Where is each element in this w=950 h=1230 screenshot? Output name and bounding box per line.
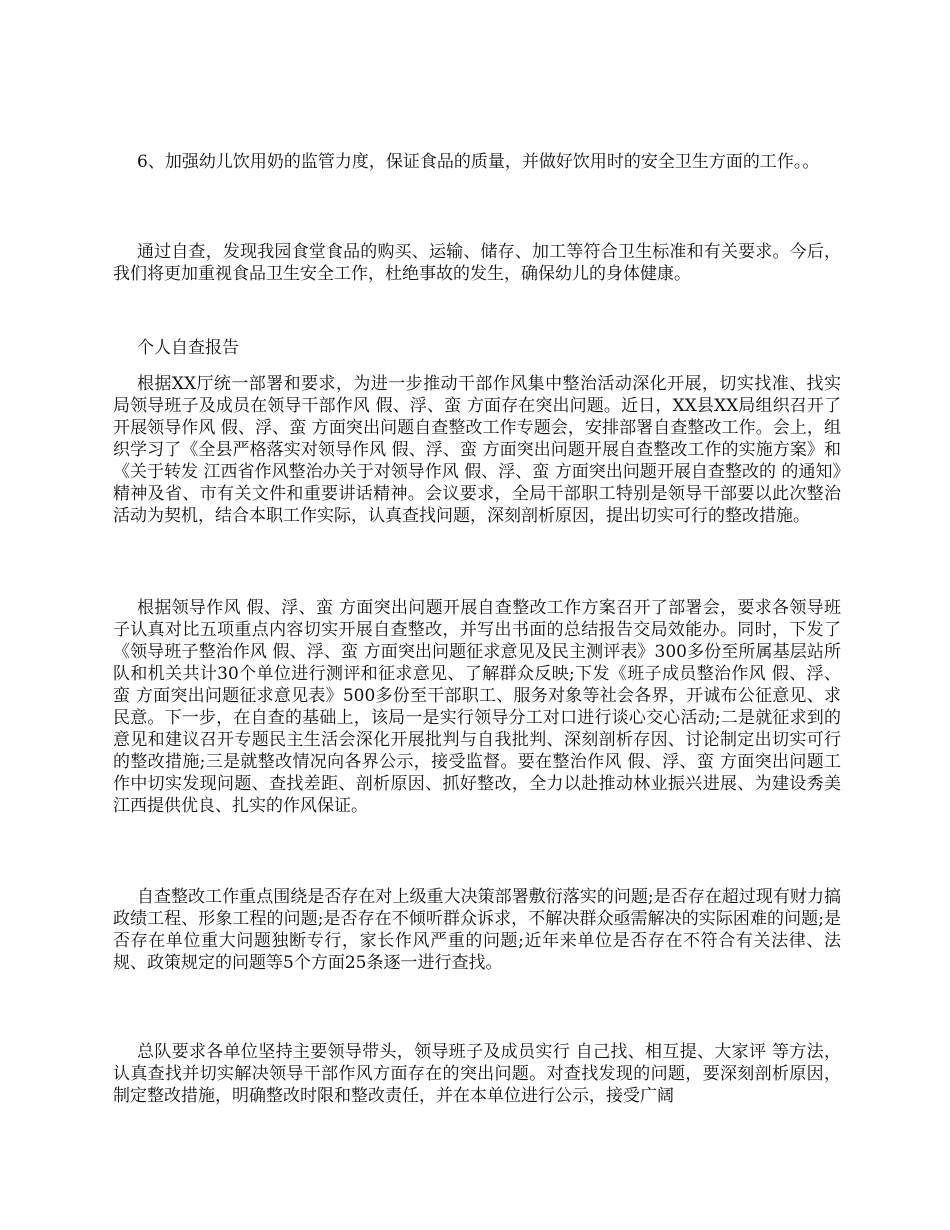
paragraph-meeting-arrangement: 根据领导作风 假、浮、蛮 方面突出问题开展自查整改工作方案召开了部署会，要求各领导班子认真对比五项重点内容切实开展自查整改，并写出书面的总结报告交局效能办。同时，下发了《领导班子整治作风 假、浮、蛮 方面突出问题征求意见及民主测评表》300多份至所属基层站所队和机关共计30个单位进行测评和征求意见、了解群众反映;下发《班子成员整治作风 假、浮、蛮 方面突出问题征求意见表》500多份至干部职工、服务对象等社会各界，开诚布公征意见、求民意。下一步，在自查的基础上，该局一是实行领导分工对口进行谈心交心活动;二是就征求到的意见和建议召开专题民主生活会深化开展批判与自我批判、深刻剖析存因、讨论制定出切实可行的整改措施;三是就整改情况向各界公示，接受监督。要在整治作风 假、浮、蛮 方面突出问题工作中切实发现问题、查找差距、剖析原因、抓好整改，全力以赴推动林业振兴进展、为建设秀美江西提供优良、扎实的作风保证。 (113, 598, 841, 816)
paragraph-milk-supervision: 6、加强幼儿饮用奶的监管力度，保证食品的质量，并做好饮用时的安全卫生方面的工作。。 (137, 152, 820, 172)
paragraph-self-check-conclusion: 通过自查，发现我园食堂食品的购买、运输、储存、加工等符合卫生标准和有关要求。今后，我们将更加重视食品卫生安全工作，杜绝事故的发生，确保幼儿的身体健康。 (113, 242, 841, 284)
paragraph-leadership-requirements: 总队要求各单位坚持主要领导带头，领导班子及成员实行 自己找、相互提、大家评 等方法，认真查找并切实解决领导干部作风方面存在的突出问题。对查找发现的问题，要深刻剖析原因，制定整改措施，明确整改时限和整改责任，并在本单位进行公示，接受广阔 (113, 1042, 841, 1106)
section-heading: 个人自查报告 (137, 338, 239, 358)
paragraph-key-points: 自查整改工作重点围绕是否存在对上级重大决策部署敷衍落实的问题;是否存在超过现有财力搞政绩工程、形象工程的问题;是否存在不倾听群众诉求，不解决群众亟需解决的实际困难的问题;是否存在单位重大问题独断专行，家长作风严重的问题;近年来单位是否存在不符合有关法律、法规、政策规定的问题等5个方面25条逐一进行查找。 (113, 887, 842, 973)
paragraph-deployment: 根据XX厅统一部署和要求，为进一步推动干部作风集中整治活动深化开展，切实找准、找实局领导班子及成员在领导干部作风 假、浮、蛮 方面存在突出问题。近日，XX县XX局组织召开了开展领导作风 假、浮、蛮 方面突出问题自查整改工作专题会，安排部署自查整改工作。会上，组织学习了《全县严格落实对领导作风 假、浮、蛮 方面突出问题开展自查整改工作的实施方案》和《关于转发 江西省作风整治办关于对领导作风 假、浮、蛮 方面突出问题开展自查整改的 的通知》精神及省、市有关文件和重要讲话精神。会议要求，全局干部职工特别是领导干部要以此次整治活动为契机，结合本职工作实际，认真查找问题，深刻剖析原因，提出切实可行的整改措施。 (113, 374, 841, 526)
